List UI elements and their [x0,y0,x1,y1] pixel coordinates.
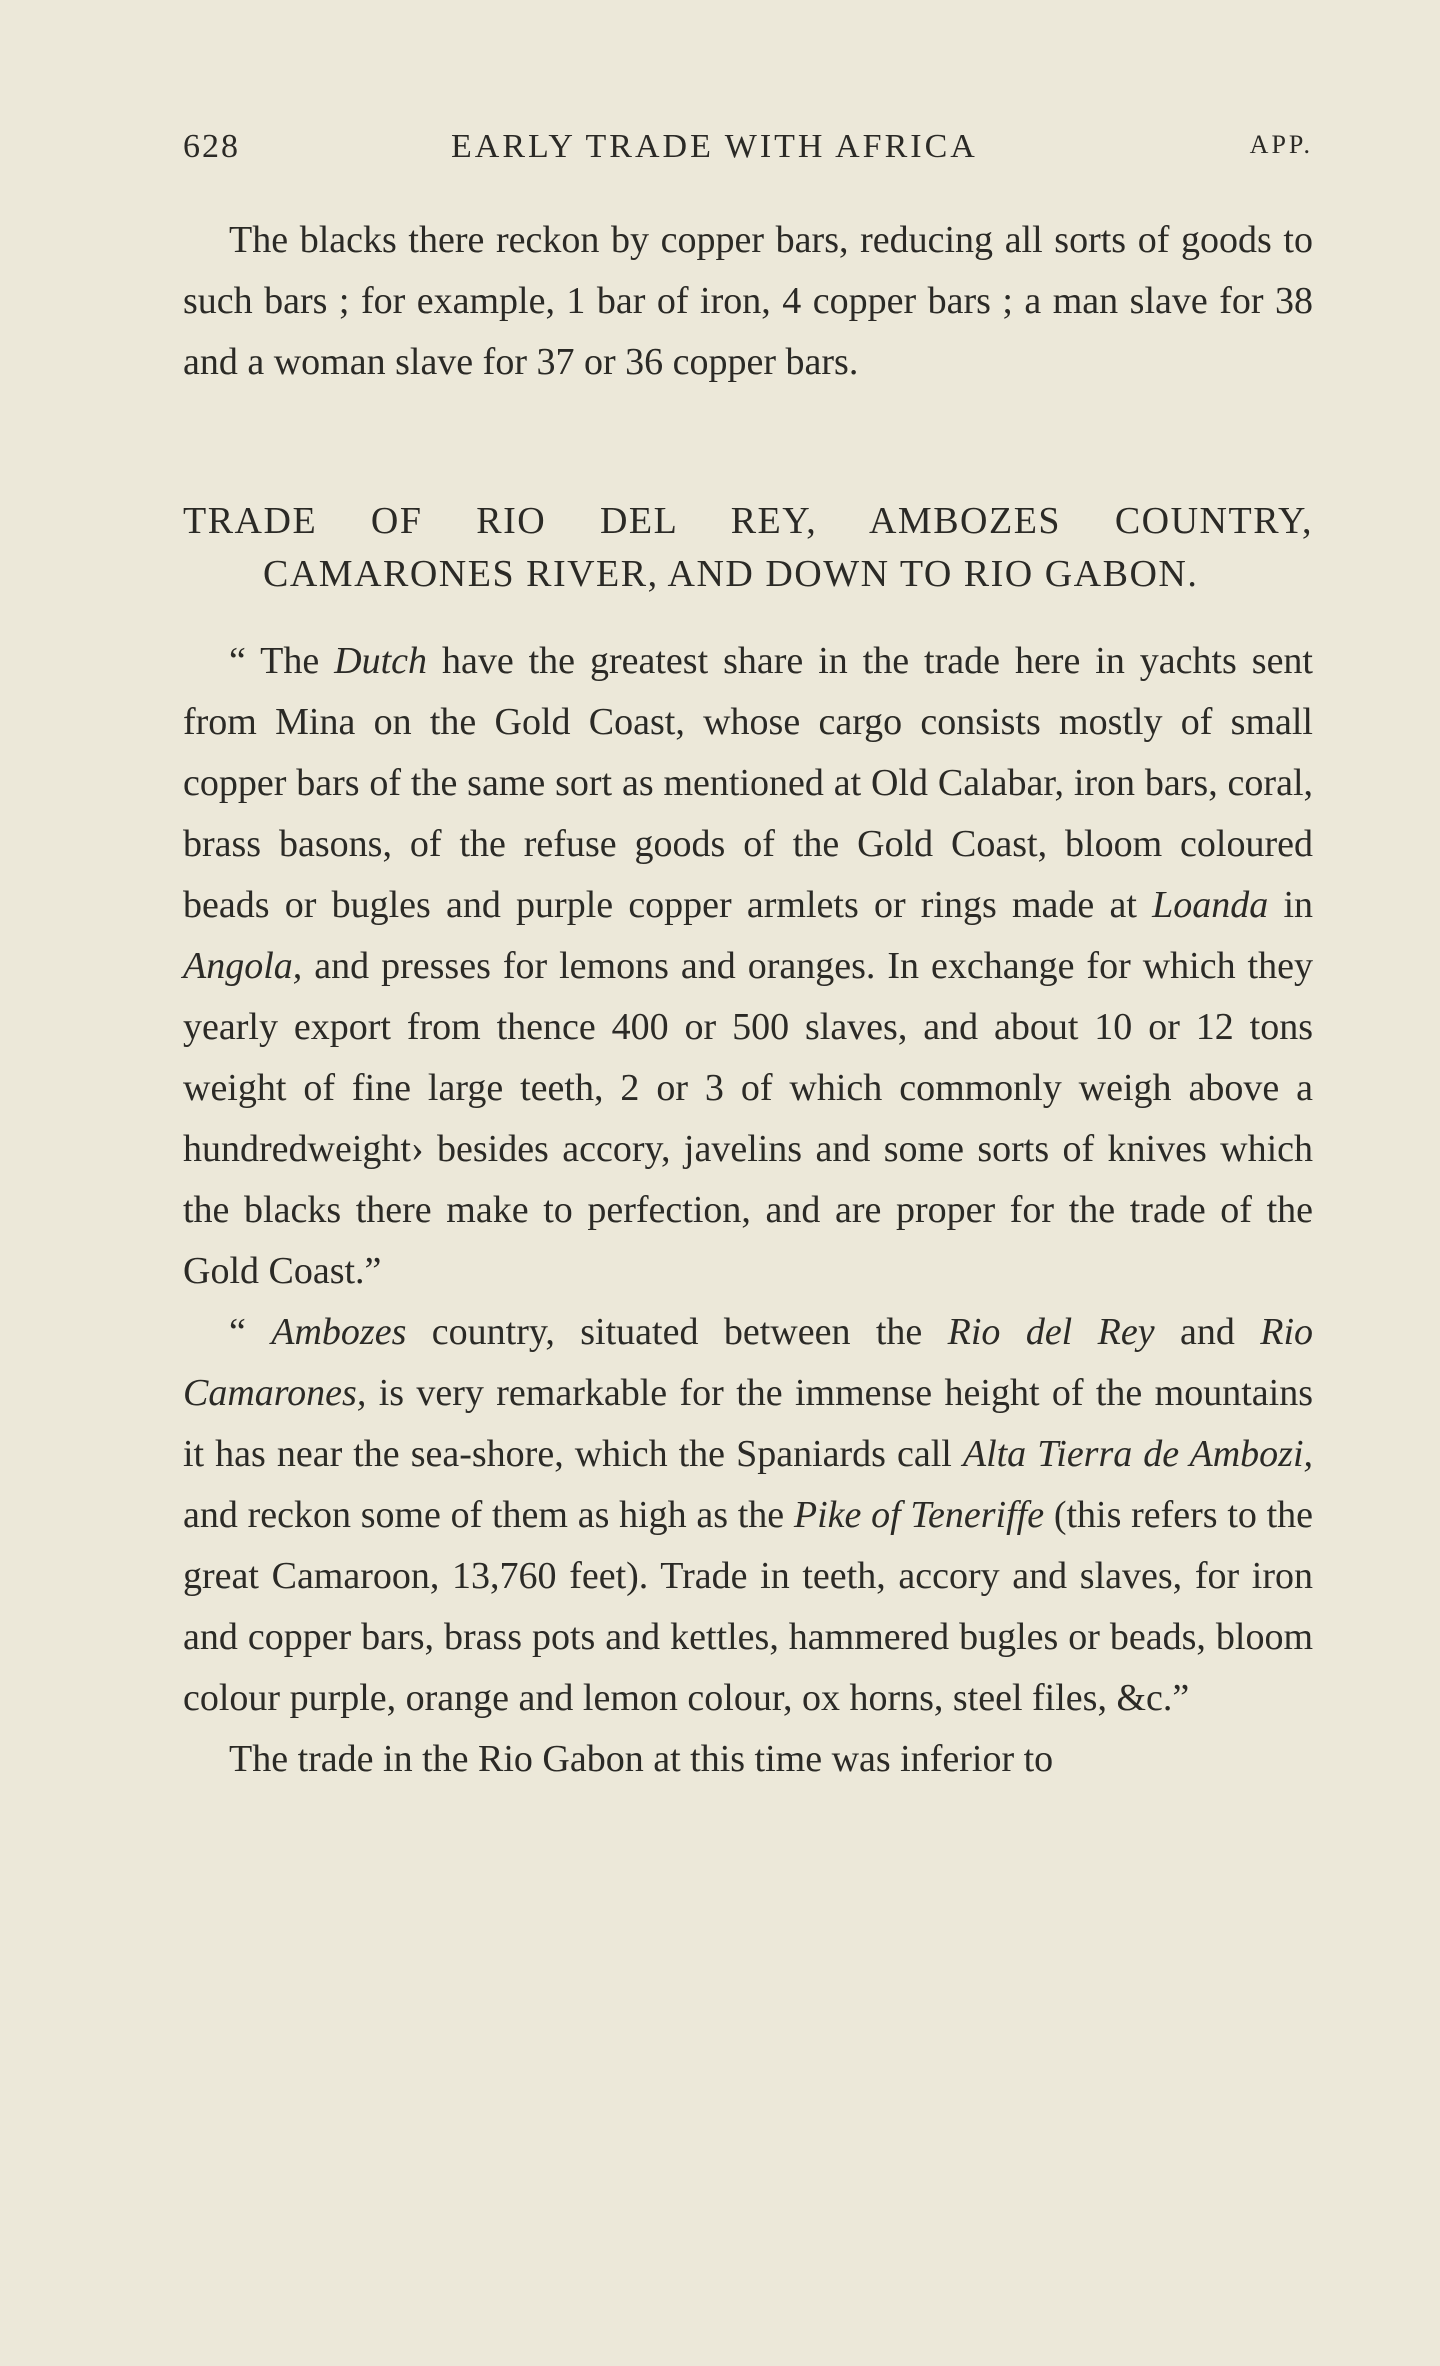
text-run: “ The [229,640,335,682]
text-run: (this refers to the great Camaroon, 13,760 feet). Trade in teeth, accory and slaves, for iron and copper bars, brass pots and kettles, hammered bugles or beads, bloom colour purple, orange and lemon colour, ox horns, steel files, &c.” [183,1494,1314,1719]
paragraph-rio-gabon: The trade in the Rio Gabon at this time was inferior to [229,1738,1054,1780]
quote-ambozes-country [183,1302,1313,1729]
page-number: 628 [183,128,240,165]
text-run: in [1268,884,1314,926]
text-run: and [1154,1311,1261,1353]
paragraph-copper-bars: The blacks there reckon by copper bars, reducing all sorts of goods to such bars ; for example, 1 bar of iron, 4 copper bars ; a man slave for 38 and a woman slave for 37 or 36 copper bars. [183,219,1313,383]
section-mark: APP. [1249,130,1313,159]
text-run: “ [229,1311,272,1353]
text-run: and reckon some of them as high as the [183,1494,794,1536]
text-run: and presses for lemons and oranges. In exchange for which they yearly export from thence 400 or 500 slaves, and about 10 or 12 tons weight of fine large teeth, 2 or 3 of which commonly weigh above a hundredweight› besides accory, javelins and some sorts of knives which the blacks there make to perfection, and are proper for the trade of the Gold Coast.” [183,945,1313,1292]
quote-dutch-trade [183,631,1313,1302]
text-run: country, situated between the [406,1311,948,1353]
italic-angola: Angola, [183,945,303,987]
section-heading: TRADE OF RIO DEL REY, AMBOZES COUNTRY, CAMARONES RIVER, AND DOWN TO RIO GABON. [183,500,1313,595]
italic-rio-camarones: Rio Camarones, [183,1311,1314,1414]
text-run: is very remarkable for the immense height of the mountains it has near the sea-shore, which the Spaniards call [183,1372,1313,1475]
italic-pike-of-teneriffe: Pike of Teneriffe [793,1494,1045,1536]
italic-ambozes: Ambozes [271,1311,407,1353]
italic-alta-tierra: Alta Tierra de Ambozi, [962,1433,1313,1475]
book-page [183,120,1313,1790]
running-head [183,120,1313,180]
text-run: have the greatest share in the trade here in yachts sent from Mina on the Gold Coast, whose cargo consists mostly of small copper bars of the same sort as mentioned at Old Calabar, iron bars, coral, brass basons, of the refuse goods of the Gold Coast, bloom coloured beads or bugles and purple copper armlets or rings made at [183,640,1313,926]
running-title: EARLY TRADE WITH AFRICA [451,128,978,165]
italic-dutch: Dutch [334,640,428,682]
italic-loanda: Loanda [1152,884,1269,926]
italic-rio-del-rey: Rio del Rey [947,1311,1155,1353]
